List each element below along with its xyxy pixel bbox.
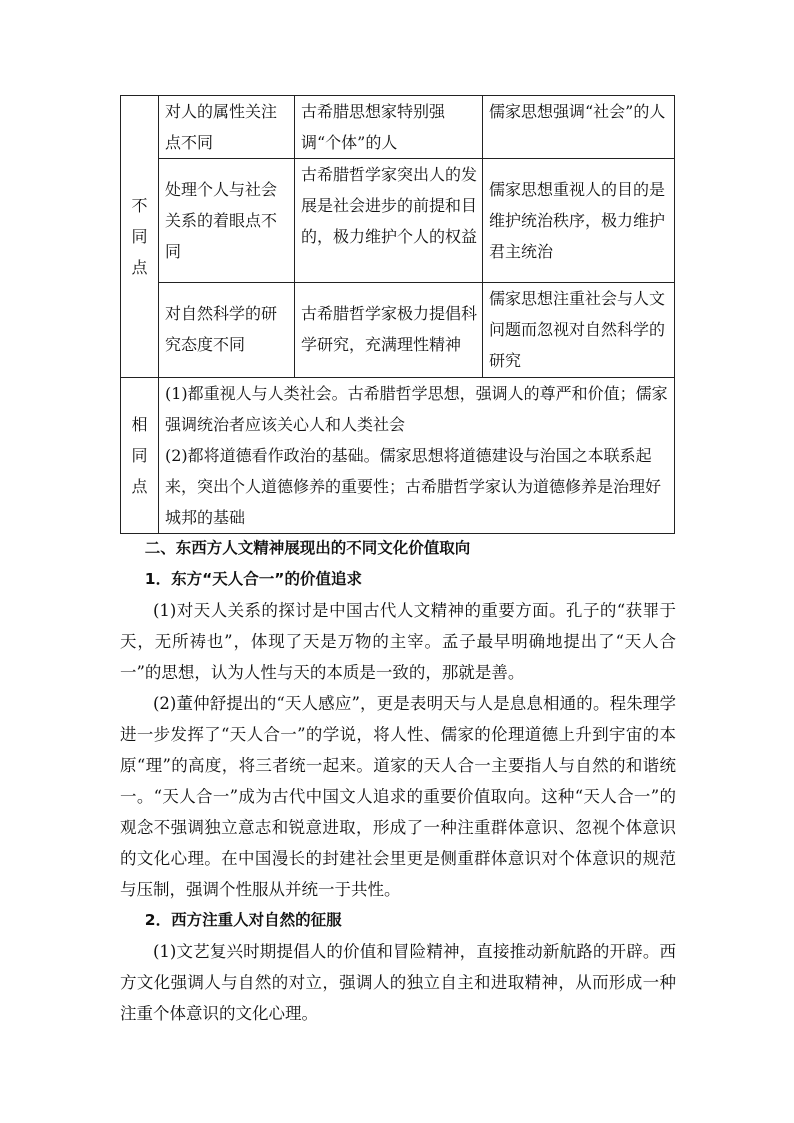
table-row bbox=[121, 378, 675, 534]
same-point-1: (1)都重视人与人类社会。古希腊哲学思想，强调人的尊严和价值；儒家强调统治者应该关心人和人类社会 bbox=[165, 384, 668, 434]
diff-header-char: 同 bbox=[131, 227, 148, 246]
subsection-title-2: 2．西方注重人对自然的征服 bbox=[144, 911, 342, 929]
greek-cell: 古希腊哲学家突出人的发展是社会进步的前提和目的，极力维护个人的权益 bbox=[295, 159, 483, 283]
table-row bbox=[121, 96, 675, 159]
same-points-cell bbox=[159, 378, 675, 534]
diff-header-cell bbox=[121, 96, 159, 378]
confucian-cell: 儒家思想重视人的目的是维护统治秩序，极力维护君主统治 bbox=[483, 159, 675, 283]
same-header-char: 同 bbox=[131, 446, 148, 465]
same-header-char: 点 bbox=[131, 477, 148, 496]
paragraph: (2)董仲舒提出的“天人感应”，更是表明天与人是息息相通的。程朱理学进一步发挥了“天人合一”的学说，将人性、儒家的伦理道德上升到宇宙的本原“理”的高度，将三者统一起来。道家的天人合一主要指人与自然的和谐统一。“天人合一”成为古代中国文人追求的重要价值取向。这种“天人合一”的观念不强调独立意志和锐意进取，形成了一种注重群体意识、忽视个体意识的文化心理。在中国漫长的封建社会里更是侧重群体意识对个体意识的规范与压制，强调个性服从并统一于共性。 bbox=[120, 694, 676, 899]
same-point-2: (2)都将道德看作政治的基础。儒家思想将道德建设与治国之本联系起来，突出个人道德修养的重要性；古希腊哲学家认为道德修养是治理好城邦的基础 bbox=[165, 446, 662, 527]
paragraph: (1)对天人关系的探讨是中国古代人文精神的重要方面。孔子的“获罪于天，无所祷也”，体现了天是万物的主宰。孟子最早明确地提出了“天人合一”的思想，认为人性与天的本质是一致的，那就是善。 bbox=[120, 601, 676, 682]
section-title: 二、东西方人文精神展现出的不同文化价值取向 bbox=[144, 539, 471, 557]
aspect-cell: 处理个人与社会关系的着眼点不同 bbox=[159, 159, 295, 283]
subsection-title-1: 1．东方“天人合一”的价值追求 bbox=[144, 570, 362, 588]
section-body bbox=[120, 533, 676, 1029]
diff-header-char: 不 bbox=[131, 196, 148, 215]
greek-cell: 古希腊哲学家极力提倡科学研究，充满理性精神 bbox=[295, 283, 483, 378]
diff-header-char: 点 bbox=[131, 258, 148, 277]
paragraph: (1)文艺复兴时期提倡人的价值和冒险精神，直接推动新航路的开辟。西方文化强调人与自然的对立，强调人的独立自主和进取精神，从而形成一种注重个体意识的文化心理。 bbox=[120, 942, 676, 1023]
comparison-table bbox=[120, 95, 675, 534]
same-header-char: 相 bbox=[131, 415, 148, 434]
aspect-cell: 对自然科学的研究态度不同 bbox=[159, 283, 295, 378]
greek-cell: 古希腊思想家特别强调“个体”的人 bbox=[295, 96, 483, 159]
table-row bbox=[121, 159, 675, 283]
confucian-cell: 儒家思想注重社会与人文问题而忽视对自然科学的研究 bbox=[483, 283, 675, 378]
table-row bbox=[121, 283, 675, 378]
same-header-cell bbox=[121, 378, 159, 534]
confucian-cell: 儒家思想强调“社会”的人 bbox=[483, 96, 675, 159]
aspect-cell: 对人的属性关注点不同 bbox=[159, 96, 295, 159]
